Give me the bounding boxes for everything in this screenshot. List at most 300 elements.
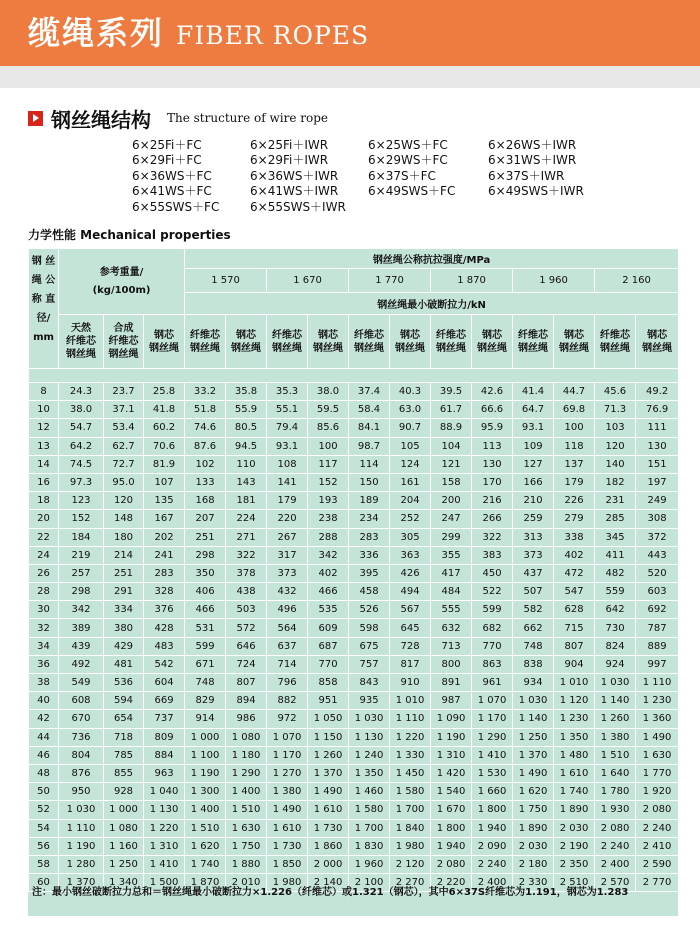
table-row	[29, 637, 679, 655]
value-cell: 536	[104, 674, 144, 692]
value-cell: 288	[308, 528, 349, 546]
value-cell: 342	[59, 601, 104, 619]
value-cell: 1 640	[595, 764, 636, 782]
value-cell: 1 730	[308, 819, 349, 837]
value-cell: 494	[390, 583, 431, 601]
value-cell: 466	[185, 601, 226, 619]
structure-item: 6×29Fi＋FC	[132, 153, 202, 168]
diameter-cell: 36	[29, 655, 59, 673]
value-cell: 1 260	[595, 710, 636, 728]
banner-title-en: FIBER ROPES	[176, 21, 370, 50]
value-cell: 402	[308, 564, 349, 582]
value-cell: 645	[390, 619, 431, 637]
fiber-core-header	[513, 315, 554, 369]
value-cell: 1 870	[185, 874, 226, 892]
value-cell: 251	[104, 564, 144, 582]
fiber-core-header-line: 纤维芯	[354, 329, 385, 341]
steel-core-header-line: 钢丝绳	[477, 342, 508, 354]
value-cell: 1 380	[267, 783, 308, 801]
value-cell: 2 400	[472, 874, 513, 892]
value-cell: 111	[636, 419, 679, 437]
fiber-core-header	[349, 315, 390, 369]
value-cell: 180	[104, 528, 144, 546]
value-cell: 389	[59, 619, 104, 637]
value-cell: 1 840	[390, 819, 431, 837]
value-cell: 97.3	[59, 473, 104, 491]
value-cell: 72.7	[104, 455, 144, 473]
fiber-core-header-line: 纤维芯	[518, 329, 549, 341]
table-row	[29, 383, 679, 401]
value-cell: 889	[636, 637, 679, 655]
value-cell: 891	[431, 674, 472, 692]
value-cell: 135	[144, 492, 185, 510]
value-cell: 259	[513, 510, 554, 528]
value-cell: 1 040	[144, 783, 185, 801]
value-cell: 1 510	[185, 819, 226, 837]
value-cell: 266	[472, 510, 513, 528]
value-cell: 1 110	[636, 674, 679, 692]
value-cell: 1 030	[59, 801, 104, 819]
value-cell: 2 220	[431, 874, 472, 892]
value-cell: 249	[636, 492, 679, 510]
value-cell: 2 590	[636, 855, 679, 873]
value-cell: 105	[390, 437, 431, 455]
value-cell: 564	[267, 619, 308, 637]
value-cell: 93.1	[267, 437, 308, 455]
fiber-core-header-line: 纤维芯	[190, 329, 221, 341]
value-cell: 432	[267, 583, 308, 601]
value-cell: 98.7	[349, 437, 390, 455]
value-cell: 1 180	[226, 746, 267, 764]
value-cell: 2 030	[554, 819, 595, 837]
value-cell: 748	[185, 674, 226, 692]
value-cell: 450	[472, 564, 513, 582]
value-cell: 58.4	[349, 401, 390, 419]
value-cell: 285	[595, 510, 636, 528]
value-cell: 1 400	[226, 783, 267, 801]
value-cell: 69.8	[554, 401, 595, 419]
value-cell: 2 030	[513, 837, 554, 855]
weight-header-line: 参考重量/	[99, 266, 144, 278]
value-cell: 121	[431, 455, 472, 473]
value-cell: 2 270	[390, 874, 431, 892]
value-cell: 1 800	[431, 819, 472, 837]
value-cell: 628	[554, 601, 595, 619]
structure-item: 6×49SWS＋FC	[368, 184, 456, 199]
value-cell: 2 400	[595, 855, 636, 873]
value-cell: 37.1	[104, 401, 144, 419]
value-cell: 110	[226, 455, 267, 473]
fiber-core-header-line: 钢丝绳	[518, 342, 549, 354]
table-row	[29, 601, 679, 619]
value-cell: 1 740	[185, 855, 226, 873]
banner-title	[28, 8, 369, 58]
structure-item: 6×36WS＋IWR	[250, 168, 339, 183]
table-row	[29, 546, 679, 564]
value-cell: 1 700	[390, 801, 431, 819]
value-cell: 74.6	[185, 419, 226, 437]
value-cell: 555	[431, 601, 472, 619]
value-cell: 507	[513, 583, 554, 601]
value-cell: 1 490	[308, 783, 349, 801]
value-cell: 1 800	[472, 801, 513, 819]
value-cell: 687	[308, 637, 349, 655]
value-cell: 439	[59, 637, 104, 655]
value-cell: 107	[144, 473, 185, 491]
value-cell: 76.9	[636, 401, 679, 419]
steel-core-header-line: 钢芯	[647, 329, 668, 341]
value-cell: 1 920	[636, 783, 679, 801]
table-row	[29, 674, 679, 692]
value-cell: 161	[390, 473, 431, 491]
value-cell: 1 140	[513, 710, 554, 728]
steel-core-header-line: 钢丝绳	[395, 342, 426, 354]
steel-core-weight-header-line: 钢芯	[154, 329, 175, 341]
value-cell: 200	[431, 492, 472, 510]
value-cell: 718	[104, 728, 144, 746]
value-cell: 184	[59, 528, 104, 546]
value-cell: 961	[472, 674, 513, 692]
value-cell: 117	[308, 455, 349, 473]
value-cell: 496	[267, 601, 308, 619]
value-cell: 140	[595, 455, 636, 473]
diameter-cell: 58	[29, 855, 59, 873]
steel-core-header	[308, 315, 349, 369]
strength-value: 1 570	[185, 269, 267, 293]
value-cell: 2 120	[390, 855, 431, 873]
value-cell: 202	[144, 528, 185, 546]
value-cell: 158	[431, 473, 472, 491]
fiber-core-header	[431, 315, 472, 369]
fiber-core-header-line: 纤维芯	[436, 329, 467, 341]
table-row	[29, 855, 679, 873]
value-cell: 87.6	[185, 437, 226, 455]
strength-header: 钢丝绳公称抗拉强度/MPa	[185, 249, 679, 269]
value-cell: 1 290	[472, 728, 513, 746]
value-cell: 298	[59, 583, 104, 601]
properties-table	[28, 248, 679, 892]
value-cell: 1 930	[595, 801, 636, 819]
value-cell: 914	[185, 710, 226, 728]
value-cell: 785	[104, 746, 144, 764]
table-row	[29, 746, 679, 764]
value-cell: 671	[185, 655, 226, 673]
value-cell: 210	[513, 492, 554, 510]
value-cell: 1 310	[144, 837, 185, 855]
value-cell: 1 190	[431, 728, 472, 746]
table-row	[29, 455, 679, 473]
value-cell: 2 090	[472, 837, 513, 855]
value-cell: 1 280	[59, 855, 104, 873]
value-cell: 133	[185, 473, 226, 491]
section-heading	[28, 106, 328, 130]
value-cell: 1 030	[513, 692, 554, 710]
value-cell: 804	[59, 746, 104, 764]
value-cell: 402	[554, 546, 595, 564]
value-cell: 567	[390, 601, 431, 619]
value-cell: 637	[267, 637, 308, 655]
value-cell: 1 170	[472, 710, 513, 728]
value-cell: 2 240	[472, 855, 513, 873]
value-cell: 1 580	[390, 783, 431, 801]
value-cell: 817	[390, 655, 431, 673]
value-cell: 345	[595, 528, 636, 546]
value-cell: 152	[59, 510, 104, 528]
value-cell: 1 630	[226, 819, 267, 837]
diameter-cell: 26	[29, 564, 59, 582]
value-cell: 1 460	[349, 783, 390, 801]
table-row	[29, 783, 679, 801]
table-row	[29, 419, 679, 437]
diameter-cell: 44	[29, 728, 59, 746]
value-cell: 1 370	[59, 874, 104, 892]
value-cell: 179	[267, 492, 308, 510]
value-cell: 80.5	[226, 419, 267, 437]
table-row	[29, 473, 679, 491]
value-cell: 1 540	[431, 783, 472, 801]
value-cell: 437	[513, 564, 554, 582]
value-cell: 1 670	[431, 801, 472, 819]
synthetic-fiber-core-header-line: 钢丝绳	[108, 349, 139, 360]
value-cell: 1 130	[349, 728, 390, 746]
value-cell: 2 000	[308, 855, 349, 873]
value-cell: 934	[513, 674, 554, 692]
table-row	[29, 728, 679, 746]
value-cell: 40.3	[390, 383, 431, 401]
value-cell: 1 630	[636, 746, 679, 764]
value-cell: 1 410	[472, 746, 513, 764]
value-cell: 1 370	[308, 764, 349, 782]
value-cell: 935	[349, 692, 390, 710]
value-cell: 542	[144, 655, 185, 673]
value-cell: 130	[472, 455, 513, 473]
value-cell: 231	[595, 492, 636, 510]
value-cell: 737	[144, 710, 185, 728]
diameter-cell: 32	[29, 619, 59, 637]
value-cell: 1 220	[390, 728, 431, 746]
diameter-cell: 16	[29, 473, 59, 491]
value-cell: 654	[104, 710, 144, 728]
strength-value: 1 960	[513, 269, 595, 293]
value-cell: 95.9	[472, 419, 513, 437]
steel-core-header-line: 钢芯	[564, 329, 585, 341]
steel-core-header-line: 钢芯	[236, 329, 257, 341]
table-spacer-row	[29, 369, 679, 383]
value-cell: 88.9	[431, 419, 472, 437]
value-cell: 71.3	[595, 401, 636, 419]
value-cell: 2 770	[636, 874, 679, 892]
value-cell: 1 270	[267, 764, 308, 782]
value-cell: 472	[554, 564, 595, 582]
structure-item: 6×26WS＋IWR	[488, 138, 577, 152]
steel-core-header	[472, 315, 513, 369]
value-cell: 807	[226, 674, 267, 692]
value-cell: 1 400	[185, 801, 226, 819]
value-cell: 141	[267, 473, 308, 491]
banner	[0, 0, 700, 66]
value-cell: 1 780	[595, 783, 636, 801]
value-cell: 1 980	[267, 874, 308, 892]
value-cell: 39.5	[431, 383, 472, 401]
value-cell: 2 570	[595, 874, 636, 892]
fiber-core-header	[267, 315, 308, 369]
steel-core-header-line: 钢芯	[318, 329, 339, 341]
value-cell: 197	[636, 473, 679, 491]
table-row	[29, 819, 679, 837]
value-cell: 189	[349, 492, 390, 510]
value-cell: 328	[144, 583, 185, 601]
value-cell: 1 110	[390, 710, 431, 728]
value-cell: 824	[595, 637, 636, 655]
steel-core-header-line: 钢丝绳	[231, 342, 262, 354]
steel-core-header-line: 钢丝绳	[313, 342, 344, 354]
value-cell: 252	[390, 510, 431, 528]
value-cell: 179	[554, 473, 595, 491]
value-cell: 757	[349, 655, 390, 673]
value-cell: 484	[431, 583, 472, 601]
value-cell: 632	[431, 619, 472, 637]
value-cell: 2 080	[595, 819, 636, 837]
value-cell: 127	[513, 455, 554, 473]
value-cell: 166	[513, 473, 554, 491]
value-cell: 858	[308, 674, 349, 692]
value-cell: 1 880	[226, 855, 267, 873]
value-cell: 64.7	[513, 401, 554, 419]
diameter-cell: 46	[29, 746, 59, 764]
value-cell: 336	[349, 546, 390, 564]
table-row	[29, 837, 679, 855]
value-cell: 291	[104, 583, 144, 601]
table-row	[29, 764, 679, 782]
value-cell: 594	[104, 692, 144, 710]
table-row	[29, 564, 679, 582]
structure-item: 6×25Fi＋IWR	[250, 138, 329, 152]
value-cell: 313	[513, 528, 554, 546]
value-cell: 170	[472, 473, 513, 491]
value-cell: 350	[185, 564, 226, 582]
diameter-cell: 48	[29, 764, 59, 782]
value-cell: 503	[226, 601, 267, 619]
value-cell: 730	[595, 619, 636, 637]
value-cell: 1 500	[144, 874, 185, 892]
table-row	[29, 510, 679, 528]
structure-item: 6×49SWS＋IWR	[488, 184, 584, 199]
value-cell: 1 080	[104, 819, 144, 837]
value-cell: 1 660	[472, 783, 513, 801]
value-cell: 1 120	[554, 692, 595, 710]
value-cell: 373	[513, 546, 554, 564]
structure-item: 6×36WS＋FC	[132, 168, 212, 183]
value-cell: 997	[636, 655, 679, 673]
value-cell: 1 330	[390, 746, 431, 764]
value-cell: 692	[636, 601, 679, 619]
value-cell: 1 940	[431, 837, 472, 855]
value-cell: 79.4	[267, 419, 308, 437]
value-cell: 1 070	[472, 692, 513, 710]
structure-item: 6×25Fi＋FC	[132, 138, 202, 152]
diameter-cell: 50	[29, 783, 59, 801]
value-cell: 1 030	[595, 674, 636, 692]
value-cell: 724	[226, 655, 267, 673]
value-cell: 193	[308, 492, 349, 510]
value-cell: 1 420	[431, 764, 472, 782]
value-cell: 84.1	[349, 419, 390, 437]
value-cell: 38.0	[59, 401, 104, 419]
value-cell: 94.5	[226, 437, 267, 455]
value-cell: 35.8	[226, 383, 267, 401]
value-cell: 1 510	[595, 746, 636, 764]
structure-item: 6×29WS＋FC	[368, 153, 448, 168]
mechanical-title: 力学性能 Mechanical properties	[28, 228, 231, 242]
value-cell: 1 140	[595, 692, 636, 710]
value-cell: 251	[185, 528, 226, 546]
value-cell: 143	[226, 473, 267, 491]
value-cell: 884	[144, 746, 185, 764]
weight-header	[59, 249, 185, 315]
value-cell: 90.7	[390, 419, 431, 437]
diameter-cell: 38	[29, 674, 59, 692]
diameter-cell: 56	[29, 837, 59, 855]
value-cell: 168	[185, 492, 226, 510]
value-cell: 1 510	[226, 801, 267, 819]
value-cell: 2 010	[226, 874, 267, 892]
value-cell: 224	[226, 510, 267, 528]
diameter-header-line: mm	[33, 332, 54, 343]
value-cell: 1 940	[472, 819, 513, 837]
value-cell: 1 230	[636, 692, 679, 710]
banner-gray-stripe	[0, 66, 700, 88]
value-cell: 1 000	[104, 801, 144, 819]
value-cell: 438	[226, 583, 267, 601]
diameter-cell: 14	[29, 455, 59, 473]
value-cell: 24.3	[59, 383, 104, 401]
value-cell: 838	[513, 655, 554, 673]
value-cell: 531	[185, 619, 226, 637]
value-cell: 1 380	[595, 728, 636, 746]
value-cell: 33.2	[185, 383, 226, 401]
value-cell: 355	[431, 546, 472, 564]
value-cell: 1 860	[308, 837, 349, 855]
value-cell: 1 960	[349, 855, 390, 873]
fiber-core-header-line: 钢丝绳	[190, 342, 221, 354]
value-cell: 373	[267, 564, 308, 582]
value-cell: 2 240	[636, 819, 679, 837]
value-cell: 55.1	[267, 401, 308, 419]
value-cell: 62.7	[104, 437, 144, 455]
value-cell: 342	[308, 546, 349, 564]
table-row	[29, 801, 679, 819]
steel-core-weight-header	[144, 315, 185, 369]
value-cell: 64.2	[59, 437, 104, 455]
value-cell: 322	[472, 528, 513, 546]
value-cell: 279	[554, 510, 595, 528]
weight-header-line: (kg/100m)	[92, 284, 151, 296]
value-cell: 1 030	[349, 710, 390, 728]
value-cell: 787	[636, 619, 679, 637]
value-cell: 951	[308, 692, 349, 710]
structure-item: 6×31WS＋IWR	[488, 153, 577, 168]
diameter-cell: 20	[29, 510, 59, 528]
value-cell: 1 890	[554, 801, 595, 819]
value-cell: 748	[513, 637, 554, 655]
value-cell: 675	[349, 637, 390, 655]
value-cell: 796	[267, 674, 308, 692]
value-cell: 1 770	[636, 764, 679, 782]
value-cell: 1 530	[472, 764, 513, 782]
value-cell: 713	[431, 637, 472, 655]
value-cell: 283	[349, 528, 390, 546]
value-cell: 599	[472, 601, 513, 619]
